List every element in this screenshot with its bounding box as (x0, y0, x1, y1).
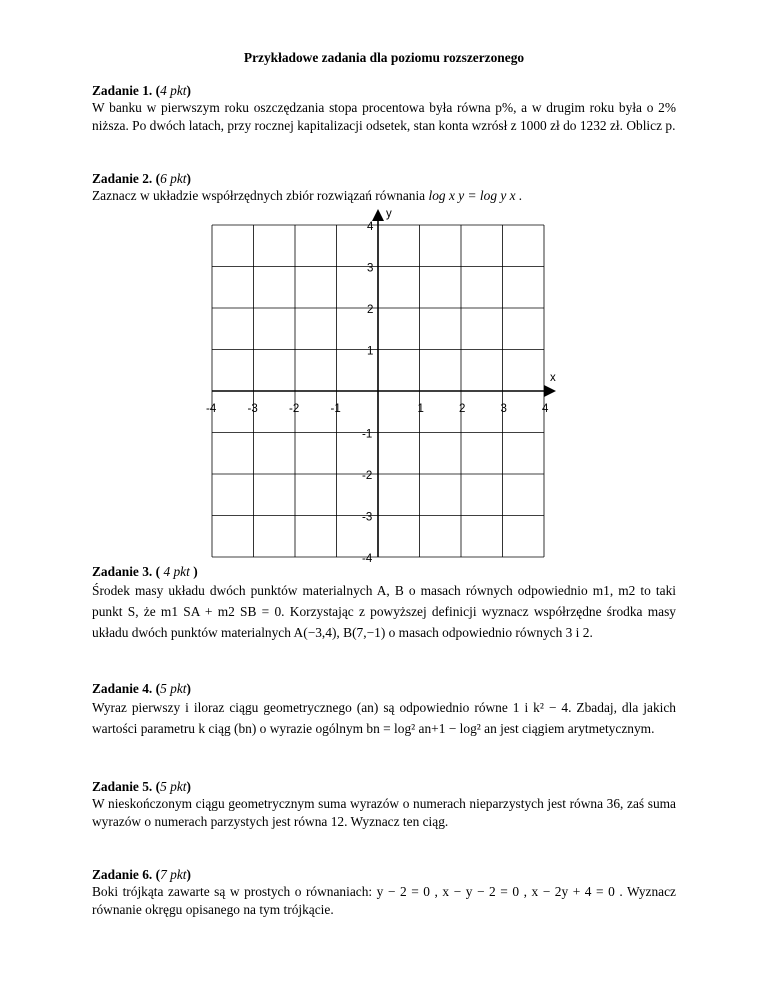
task-2-heading: Zadanie 2. (6 pkt) (92, 171, 191, 186)
x-axis-arrow (544, 385, 556, 397)
task-3 (92, 563, 676, 643)
x-tick-label: -1 (330, 403, 341, 415)
task-4-heading: Zadanie 4. (5 pkt) (92, 681, 191, 696)
task-2-equation: log x y = log y x . (428, 188, 523, 204)
task-3-label: Zadanie 3. (92, 564, 153, 579)
task-5-label: Zadanie 5. (92, 779, 153, 794)
y-tick-label: 1 (367, 345, 374, 358)
y-tick-label: -4 (362, 553, 373, 565)
x-tick-label: 3 (500, 403, 507, 415)
task-5-heading: Zadanie 5. (5 pkt) (92, 779, 191, 794)
task-2-text (92, 187, 676, 204)
x-tick-label: 4 (542, 403, 549, 415)
x-tick-label: -3 (247, 403, 258, 415)
task-2-statement: Zaznacz w układzie współrzędnych zbiór rozwiązań równania (92, 188, 426, 204)
coordinate-grid-svg (190, 205, 570, 565)
task-2-label: Zadanie 2. (92, 171, 153, 186)
x-tick-label: 2 (459, 403, 466, 415)
task-6-text: Boki trójkąta zawarte są w prostych o równaniach: y − 2 = 0 , x − y − 2 = 0 , x − 2y + 4 = 0 . Wyznacz równanie okręgu opisanego na tym trójkącie. (92, 884, 676, 917)
y-axis-label: y (386, 208, 392, 220)
task-3-heading: Zadanie 3. ( 4 pkt ) (92, 564, 198, 579)
coordinate-grid (190, 205, 570, 565)
task-2-points: 6 pkt (160, 171, 187, 186)
task-6-label: Zadanie 6. (92, 867, 153, 882)
task-3-points: 4 pkt (163, 564, 190, 579)
task-1 (92, 82, 676, 134)
task-4-text: Wyraz pierwszy i iloraz ciągu geometrycznego (an) są odpowiednio równe 1 i k² − 4. Zbadaj, dla jakich wartości parametru k ciąg (bn) o wyrazie ogólnym bn = log² an+1 − log² an jest ciągiem arytmetycznym. (92, 700, 676, 737)
task-1-text: W banku w pierwszym roku oszczędzania stopa procentowa była równa p%, a w drugim roku była o 2% niższa. Po dwóch latach, przy rocznej kapitalizacji odsetek, stan konta wzrósł z 1000 zł do 1232 zł. Oblicz p. (92, 100, 676, 133)
task-5-points: 5 pkt (160, 779, 187, 794)
task-6 (92, 866, 676, 918)
x-axis-label: x (550, 372, 556, 384)
task-6-heading: Zadanie 6. (7 pkt) (92, 867, 191, 882)
y-tick-label: -2 (362, 470, 373, 482)
x-tick-label: -2 (289, 403, 300, 415)
x-tick-label: 1 (417, 403, 424, 415)
task-6-points: 7 pkt (160, 867, 187, 882)
task-4-label: Zadanie 4. (92, 681, 153, 696)
task-5 (92, 778, 676, 830)
page-title: Przykładowe zadania dla poziomu rozszerzonego (243, 50, 525, 65)
task-4-points: 5 pkt (160, 681, 187, 696)
y-axis-arrow (372, 209, 384, 221)
x-tick-label: -4 (206, 403, 217, 415)
y-tick-label: -3 (362, 511, 373, 524)
y-tick-label: 2 (367, 304, 374, 316)
task-4 (92, 680, 676, 739)
task-1-heading: Zadanie 1. (4 pkt) (92, 83, 191, 98)
task-1-label: Zadanie 1. (92, 83, 153, 98)
y-tick-label: 3 (367, 262, 374, 275)
y-tick-label: 4 (367, 221, 374, 233)
task-5-text: W nieskończonym ciągu geometrycznym suma wyrazów o numerach nieparzystych jest równa 36, zaś suma wyrazów o numerach parzystych jest równa 12. Wyznacz ten ciąg. (92, 796, 676, 829)
y-tick-label: -1 (362, 428, 373, 441)
task-1-points: 4 pkt (160, 83, 187, 98)
task-3-text: Środek masy układu dwóch punktów materialnych A, B o masach równych odpowiednio m1, m2 to taki punkt S, że m1 SA + m2 SB = 0. Korzystając z powyższej definicji wyznacz współrzędne środka masy układu dwóch punktów materialnych A(−3,4), B(7,−1) o masach odpowiednio równych 3 i 2. (92, 583, 676, 641)
task-2 (92, 170, 676, 205)
